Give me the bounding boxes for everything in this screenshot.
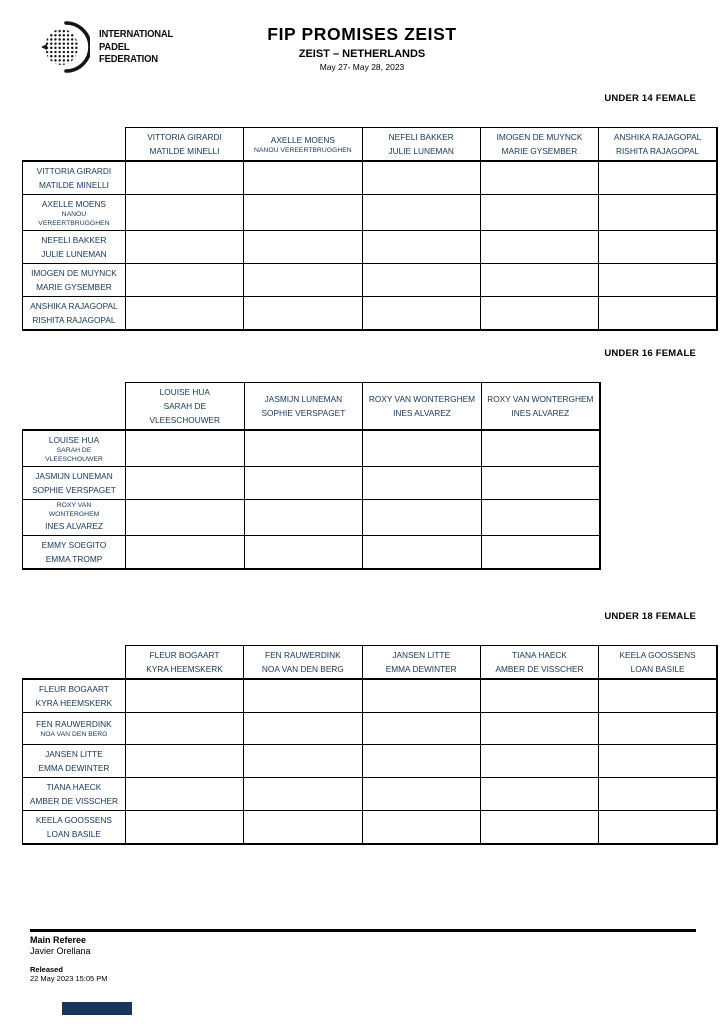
match-result-cell	[244, 231, 362, 264]
team-column-header	[125, 128, 243, 162]
section-label: UNDER 16 FEMALE	[604, 348, 696, 359]
self-match-blocked-cell	[126, 430, 245, 467]
section-label: UNDER 14 FEMALE	[604, 93, 696, 104]
self-match-blocked-cell	[599, 811, 717, 845]
team-column-header	[126, 383, 245, 431]
team-column-header	[599, 128, 717, 162]
team-row	[23, 679, 718, 713]
team-row	[23, 467, 600, 500]
team-name-line: MATILDE MINELLI	[38, 180, 109, 190]
team-name-line: AXELLE MOENS	[270, 134, 335, 145]
team-column-header	[480, 646, 598, 680]
self-match-blocked-cell	[125, 679, 243, 713]
team-name-line: NOA VAN DEN BERG	[261, 664, 344, 674]
team-column-header	[481, 383, 600, 431]
team-row	[23, 231, 718, 264]
match-result-cell	[362, 297, 480, 331]
age-group-section	[22, 93, 718, 331]
header-row	[23, 646, 718, 680]
team-name-line: ROXY VAN WONTERGHEM	[487, 394, 594, 404]
team-name-line: IMOGEN DE MUYNCK	[496, 132, 583, 142]
team-row	[23, 430, 600, 467]
event-header	[0, 24, 724, 72]
team-name-line: SOPHIE VERSPAGET	[32, 485, 116, 495]
team-name-line: NANOU	[61, 211, 87, 218]
team-name-line: KYRA HEEMSKERK	[146, 664, 223, 674]
match-result-cell	[125, 264, 243, 297]
team-row	[23, 264, 718, 297]
team-column-header	[599, 646, 717, 680]
team-name-line: SARAH DE	[56, 447, 92, 454]
self-match-blocked-cell	[480, 778, 598, 811]
team-column-header	[362, 646, 480, 680]
team-row-header	[23, 231, 126, 264]
team-row	[23, 778, 718, 811]
match-result-cell	[244, 745, 362, 778]
team-name-line: INES ALVAREZ	[393, 408, 451, 418]
team-name-line: LOUISE HUA	[48, 435, 100, 445]
team-name-line: AMBER DE VISSCHER	[29, 796, 118, 806]
match-result-cell	[362, 264, 480, 297]
team-name-line: KEELA GOOSSENS	[619, 650, 696, 660]
table-body	[23, 161, 718, 330]
team-row-header	[23, 500, 126, 536]
round-robin-table	[22, 127, 718, 331]
team-row-header	[23, 745, 126, 778]
table-head	[23, 383, 600, 431]
main-referee-label: Main Referee	[30, 935, 87, 945]
self-match-blocked-cell	[481, 536, 600, 570]
match-result-cell	[244, 297, 362, 331]
team-name-line: LOUISE HUA	[159, 387, 210, 397]
match-result-cell	[480, 745, 598, 778]
event-dates: May 27- May 28, 2023	[319, 62, 405, 72]
team-row-header	[23, 195, 126, 231]
team-name-line: EMMA DEWINTER	[38, 763, 110, 773]
team-name-line: JANSEN LITTE	[392, 650, 450, 660]
footer-divider	[30, 929, 696, 932]
team-column-header	[125, 646, 243, 680]
team-name-line: EMMA DEWINTER	[385, 664, 457, 674]
team-name-line: TIANA HAECK	[512, 650, 567, 660]
team-name-line: SOPHIE VERSPAGET	[261, 408, 346, 418]
self-match-blocked-cell	[480, 264, 598, 297]
match-result-cell	[125, 231, 243, 264]
match-result-cell	[362, 811, 480, 845]
team-name-line: ROXY VAN	[56, 502, 92, 509]
match-result-cell	[244, 430, 363, 467]
team-row	[23, 161, 718, 195]
match-result-cell	[126, 536, 245, 570]
match-result-cell	[599, 161, 717, 195]
team-column-header	[363, 383, 482, 431]
section-label: UNDER 18 FEMALE	[604, 611, 696, 622]
team-row	[23, 811, 718, 845]
team-name-line: KEELA GOOSSENS	[35, 815, 112, 825]
self-match-blocked-cell	[244, 467, 363, 500]
federation-name-line: FEDERATION	[99, 53, 158, 66]
self-match-blocked-cell	[363, 500, 482, 536]
team-name-line: JANSEN LITTE	[45, 749, 103, 759]
match-result-cell	[599, 195, 717, 231]
match-result-cell	[480, 161, 598, 195]
team-name-line: INES ALVAREZ	[511, 408, 570, 418]
match-result-cell	[480, 679, 598, 713]
team-name-line: AXELLE MOENS	[41, 199, 106, 209]
team-column-header	[480, 128, 598, 162]
team-name-line: VLEESCHOUWER	[149, 415, 221, 425]
team-name-line: FEN RAUWERDINK	[265, 650, 341, 660]
match-result-cell	[481, 430, 600, 467]
table-head	[23, 646, 718, 680]
team-row-header	[23, 264, 126, 297]
corner-cell	[23, 128, 126, 162]
team-name-line: LOAN BASILE	[630, 664, 685, 674]
match-result-cell	[244, 811, 362, 845]
team-name-line: ANSHIKA RAJAGOPAL	[613, 132, 702, 142]
team-name-line: JASMIJN LUNEMAN	[264, 394, 343, 404]
match-result-cell	[125, 713, 243, 745]
match-result-cell	[480, 195, 598, 231]
team-row	[23, 745, 718, 778]
match-result-cell	[125, 297, 243, 331]
match-result-cell	[362, 195, 480, 231]
self-match-blocked-cell	[125, 161, 243, 195]
team-row	[23, 297, 718, 331]
team-name-line: MARIE GYSEMBER	[501, 146, 578, 156]
match-result-cell	[244, 778, 362, 811]
team-name-line: TIANA HAECK	[46, 782, 102, 792]
event-location: ZEIST – NETHERLANDS	[298, 48, 426, 60]
federation-name-line: PADEL	[99, 40, 130, 53]
team-name-line: JULIE LUNEMAN	[41, 249, 107, 259]
match-result-cell	[481, 467, 600, 500]
match-result-cell	[599, 778, 717, 811]
match-result-cell	[125, 195, 243, 231]
match-result-cell	[126, 467, 245, 500]
released-datetime: 22 May 2023 15:05 PM	[30, 974, 108, 983]
table-body	[23, 679, 718, 844]
self-match-blocked-cell	[362, 745, 480, 778]
match-result-cell	[244, 264, 362, 297]
team-row	[23, 195, 718, 231]
team-row-header	[23, 161, 126, 195]
team-row	[23, 536, 600, 570]
team-name-line: NEFELI BAKKER	[41, 235, 107, 245]
match-result-cell	[363, 430, 482, 467]
match-result-cell	[599, 264, 717, 297]
team-row	[23, 713, 718, 745]
team-name-line: VLEESCHOUWER	[45, 455, 103, 463]
corner-cell	[23, 383, 126, 431]
team-row-header	[23, 778, 126, 811]
match-result-cell	[244, 679, 362, 713]
match-result-cell	[599, 679, 717, 713]
self-match-blocked-cell	[244, 195, 362, 231]
team-column-header	[362, 128, 480, 162]
team-column-header	[244, 646, 362, 680]
footer	[30, 935, 108, 983]
match-result-cell	[480, 297, 598, 331]
match-result-cell	[125, 745, 243, 778]
match-result-cell	[363, 467, 482, 500]
team-row-header	[23, 679, 126, 713]
team-name-line: AMBER DE VISSCHER	[495, 664, 584, 674]
round-robin-table	[22, 382, 601, 570]
match-result-cell	[362, 161, 480, 195]
match-result-cell	[481, 500, 600, 536]
team-name-line: SARAH DE	[163, 401, 206, 411]
match-result-cell	[480, 713, 598, 745]
team-name-line: NANOU VEREERTBRUGGHEN	[253, 146, 352, 154]
released-label: Released	[30, 965, 63, 974]
team-name-line: NOA VAN DEN BERG	[40, 731, 108, 739]
team-name-line: ROXY VAN WONTERGHEM	[368, 394, 476, 404]
team-name-line: VEREERTBRUGGHEN	[38, 219, 110, 227]
team-name-line: LOAN BASILE	[46, 829, 101, 839]
match-result-cell	[599, 231, 717, 264]
team-name-line: ANSHIKA RAJAGOPAL	[30, 301, 118, 311]
match-result-cell	[244, 161, 362, 195]
match-result-cell	[125, 778, 243, 811]
team-row	[23, 500, 600, 536]
team-row-header	[23, 467, 126, 500]
team-name-line: WONTERGHEM	[48, 510, 100, 518]
team-row-header	[23, 297, 126, 331]
team-row-header	[23, 536, 126, 570]
federation-name-line: INTERNATIONAL	[99, 28, 174, 41]
team-name-line: INES ALVAREZ	[45, 521, 103, 531]
team-name-line: RISHITA RAJAGOPAL	[615, 146, 700, 156]
team-name-line: EMMY SOEGITO	[41, 540, 107, 550]
age-group-section	[22, 348, 718, 570]
corner-cell	[23, 646, 126, 680]
team-name-line: NEFELI BAKKER	[388, 132, 454, 142]
match-result-cell	[362, 713, 480, 745]
team-name-line: FLEUR BOGAART	[38, 684, 109, 694]
table-body	[23, 430, 600, 569]
team-name-line: FEN RAUWERDINK	[36, 719, 112, 730]
team-name-line: IMOGEN DE MUYNCK	[31, 268, 117, 278]
team-row-header	[23, 811, 126, 845]
team-row-header	[23, 430, 126, 467]
match-result-cell	[125, 811, 243, 845]
match-result-cell	[599, 745, 717, 778]
match-result-cell	[362, 679, 480, 713]
team-name-line: MATILDE MINELLI	[149, 146, 220, 156]
team-name-line: EMMA TROMP	[45, 554, 103, 564]
team-name-line: VITTORIA GIRARDI	[36, 166, 112, 176]
match-result-cell	[599, 713, 717, 745]
header-row	[23, 128, 718, 162]
match-result-cell	[480, 811, 598, 845]
match-result-cell	[244, 500, 363, 536]
self-match-blocked-cell	[599, 297, 717, 331]
match-result-cell	[362, 778, 480, 811]
age-group-section	[22, 611, 718, 845]
team-row-header	[23, 713, 126, 745]
team-name-line: KYRA HEEMSKERK	[35, 698, 113, 708]
team-column-header	[244, 128, 362, 162]
match-result-cell	[480, 231, 598, 264]
team-name-line: FLEUR BOGAART	[149, 650, 220, 660]
table-head	[23, 128, 718, 162]
match-result-cell	[126, 500, 245, 536]
header-row	[23, 383, 600, 431]
team-column-header	[244, 383, 363, 431]
team-name-line: JASMIJN LUNEMAN	[35, 471, 113, 481]
main-referee-name: Javier Orellana	[30, 946, 91, 956]
match-result-cell	[244, 536, 363, 570]
match-result-cell	[363, 536, 482, 570]
team-name-line: JULIE LUNEMAN	[388, 146, 454, 156]
footer-accent-bar	[62, 1002, 132, 1015]
self-match-blocked-cell	[244, 713, 362, 745]
self-match-blocked-cell	[362, 231, 480, 264]
team-name-line: MARIE GYSEMBER	[36, 282, 112, 292]
event-title: FIP PROMISES ZEIST	[267, 24, 457, 44]
team-name-line: VITTORIA GIRARDI	[147, 132, 222, 142]
round-robin-table	[22, 645, 718, 845]
team-name-line: RISHITA RAJAGOPAL	[32, 315, 116, 325]
